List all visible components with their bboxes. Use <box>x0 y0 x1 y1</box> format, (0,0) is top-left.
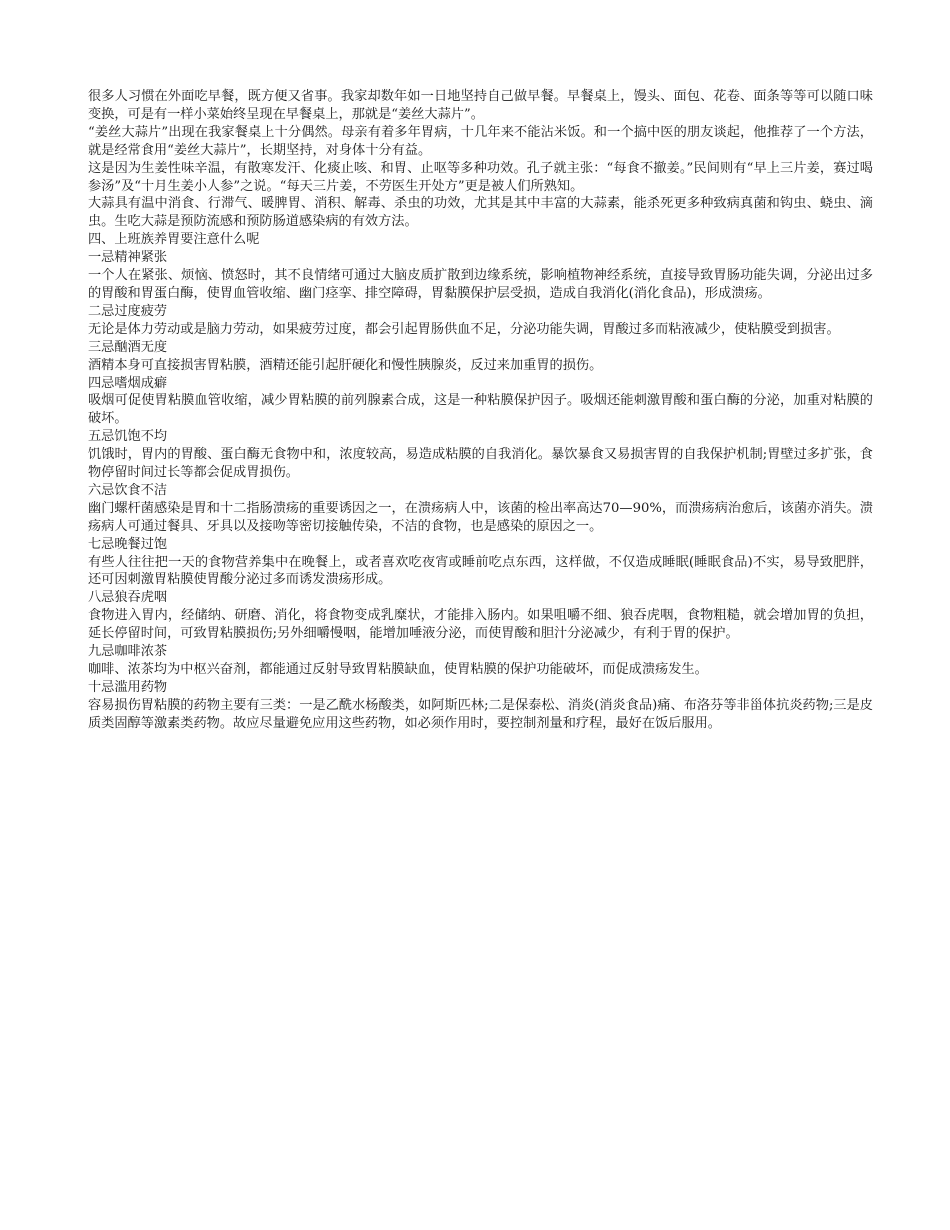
intro-paragraph-2: “姜丝大蒜片”出现在我家餐桌上十分偶然。母亲有着多年胃病，十几年来不能沾米饭。和一个搞中医的朋友谈起，他推荐了一个方法，就是经常食用“姜丝大蒜片”，长期坚持，对身体十分有益。 <box>88 124 873 158</box>
item-heading-7: 七忌晚餐过饱 <box>88 536 168 552</box>
item-text-4: 吸烟可促使胃粘膜血管收缩，减少胃粘膜的前列腺素合成，这是一种粘膜保护因子。吸烟还能刺激胃酸和蛋白酶的分泌，加重对粘膜的破坏。 <box>88 393 873 427</box>
document-body <box>88 88 873 733</box>
item-text-1: 一个人在紧张、烦恼、愤怒时，其不良情绪可通过大脑皮质扩散到边缘系统，影响植物神经系统，直接导致胃肠功能失调，分泌出过多的胃酸和胃蛋白酶，使胃血管收缩、幽门痉挛、排空障碍，胃黏膜保护层受损，造成自我消化(消化食品)，形成溃疡。 <box>88 268 873 301</box>
item-heading-4: 四忌嗜烟成癖 <box>88 375 168 391</box>
item-text-10: 容易损伤胃粘膜的药物主要有三类：一是乙酰水杨酸类，如阿斯匹林;二是保泰松、消炎(消炎食品)痛、布洛芬等非甾体抗炎药物;三是皮质类固醇等激素类药物。故应尽量避免应用这些药物，如必须作用时，要控制剂量和疗程，最好在饭后服用。 <box>88 697 873 731</box>
intro-paragraph-1: 很多人习惯在外面吃早餐，既方便又省事。我家却数年如一日地坚持自己做早餐。早餐桌上，馒头、面包、花卷、面条等等可以随口味变换，可是有一样小菜始终呈现在早餐桌上，那就是“姜丝大蒜片”。 <box>88 89 873 122</box>
item-text-5: 饥饿时，胃内的胃酸、蛋白酶无食物中和，浓度较高，易造成粘膜的自我消化。暴饮暴食又易损害胃的自我保护机制;胃壁过多扩张，食物停留时间过长等都会促成胃损伤。 <box>88 447 873 481</box>
item-text-3: 酒精本身可直接损害胃粘膜，酒精还能引起肝硬化和慢性胰腺炎，反过来加重胃的损伤。 <box>88 357 603 373</box>
item-heading-2: 二忌过度疲劳 <box>88 303 168 319</box>
item-heading-5: 五忌饥饱不均 <box>88 429 168 445</box>
item-text-2: 无论是体力劳动或是脑力劳动，如果疲劳过度，都会引起胃肠供血不足，分泌功能失调，胃酸过多而粘液减少，使粘膜受到损害。 <box>88 321 840 337</box>
section-title: 四、上班族养胃要注意什么呢 <box>88 232 260 248</box>
item-heading-3: 三忌酗酒无度 <box>88 339 168 355</box>
item-heading-1: 一忌精神紧张 <box>88 250 168 266</box>
item-text-9: 咖啡、浓茶均为中枢兴奋剂，都能通过反射导致胃粘膜缺血，使胃粘膜的保护功能破坏，而促成溃疡发生。 <box>88 662 708 677</box>
item-text-8: 食物进入胃内，经储纳、研磨、消化，将食物变成乳糜状，才能排入肠内。如果咀嚼不细、狼吞虎咽，食物粗糙，就会增加胃的负担，延长停留时间，可致胃粘膜损伤;另外细嚼慢咽，能增加唾液分泌，而使胃酸和胆汁分泌减少，有利于胃的保护。 <box>88 608 873 642</box>
item-text-6: 幽门螺杆菌感染是胃和十二指肠溃疡的重要诱因之一，在溃疡病人中，该菌的检出率高达70—90%，而溃疡病治愈后，该菌亦消失。溃疡病人可通过餐具、牙具以及接吻等密切接触传染，不洁的食物，也是感染的原因之一。 <box>88 500 873 534</box>
item-text-7: 有些人往往把一天的食物营养集中在晚餐上，或者喜欢吃夜宵或睡前吃点东西，这样做，不仅造成睡眠(睡眠食品)不实，易导致肥胖，还可因刺激胃粘膜使胃酸分泌过多而诱发溃疡形成。 <box>88 554 873 588</box>
item-heading-10: 十忌滥用药物 <box>88 679 168 695</box>
item-heading-9: 九忌咖啡浓茶 <box>88 644 168 660</box>
intro-paragraph-4: 大蒜具有温中消食、行滞气、暖脾胃、消积、解毒、杀虫的功效，尤其是其中丰富的大蒜素，能杀死更多种致病真菌和钩虫、蛲虫、滴虫。生吃大蒜是预防流感和预防肠道感染病的有效方法。 <box>88 196 873 230</box>
intro-paragraph-3: 这是因为生姜性味辛温，有散寒发汗、化痰止咳、和胃、止呕等多种功效。孔子就主张：“每食不撤姜。”民间则有“早上三片姜，赛过喝参汤”及“十月生姜小人参”之说。“每天三片姜，不劳医生开处方”更是被人们所熟知。 <box>88 160 873 194</box>
item-heading-8: 八忌狼吞虎咽 <box>88 590 168 606</box>
item-heading-6: 六忌饮食不洁 <box>88 482 168 498</box>
